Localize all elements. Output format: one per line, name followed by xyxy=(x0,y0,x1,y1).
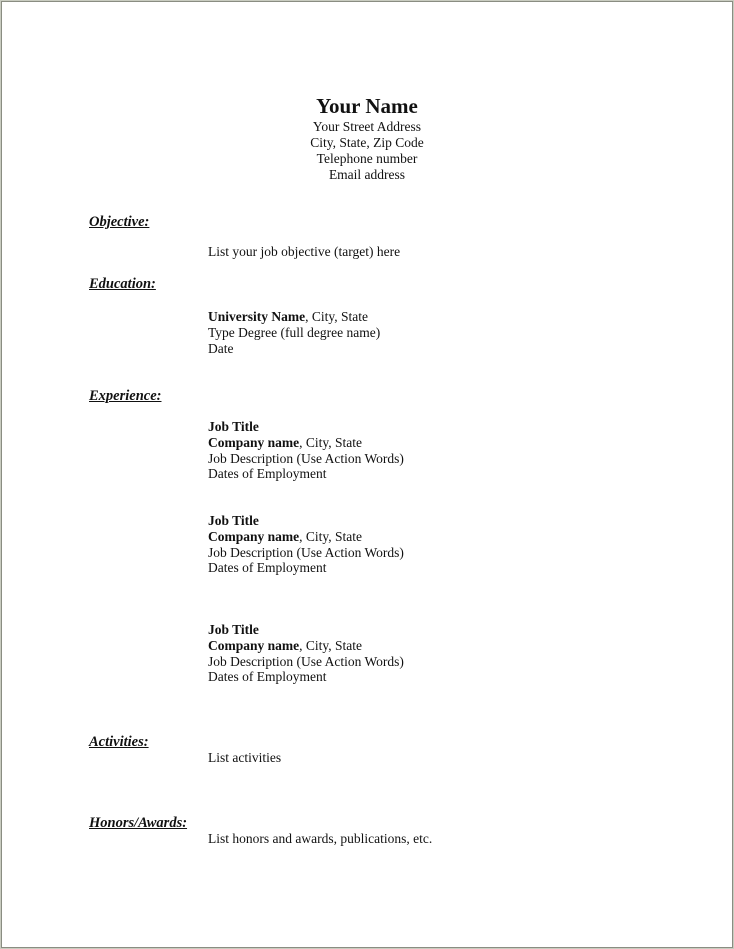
company-location: , City, State xyxy=(299,528,363,544)
resume-page xyxy=(1,1,733,948)
honors-heading: Honors/Awards: xyxy=(89,815,188,831)
company-name: Company name xyxy=(208,434,300,450)
resume-name: Your Name xyxy=(316,94,418,118)
university-name: University Name xyxy=(208,309,306,324)
job-entry xyxy=(208,622,404,685)
activities-heading: Activities: xyxy=(89,734,149,750)
experience-heading: Experience: xyxy=(89,388,162,404)
email-address: Email address xyxy=(328,167,406,182)
company-line xyxy=(208,435,404,451)
education-heading: Education: xyxy=(89,276,156,292)
company-location: , City, State xyxy=(299,637,363,653)
street-address: Your Street Address xyxy=(312,119,422,134)
objective-heading: Objective: xyxy=(89,214,150,230)
employment-dates: Dates of Employment xyxy=(208,669,327,685)
city-state-zip: City, State, Zip Code xyxy=(310,135,424,150)
job-description: Job Description (Use Action Words) xyxy=(208,653,404,669)
company-name: Company name xyxy=(208,637,300,653)
education-entry xyxy=(208,309,380,356)
job-title: Job Title xyxy=(208,419,259,434)
honors-text: List honors and awards, publications, etc. xyxy=(208,831,433,846)
activities-text: List activities xyxy=(208,750,282,765)
university-line xyxy=(208,309,380,325)
job-title: Job Title xyxy=(208,622,259,637)
job-description: Job Description (Use Action Words) xyxy=(208,450,404,466)
degree-line: Type Degree (full degree name) xyxy=(208,324,381,340)
objective-text: List your job objective (target) here xyxy=(208,244,401,259)
job-entry xyxy=(208,513,404,576)
company-name: Company name xyxy=(208,528,300,544)
company-line xyxy=(208,529,404,545)
university-location: , City, State xyxy=(305,309,368,324)
job-title: Job Title xyxy=(208,513,259,528)
job-description: Job Description (Use Action Words) xyxy=(208,544,404,560)
employment-dates: Dates of Employment xyxy=(208,560,327,576)
company-location: , City, State xyxy=(299,434,363,450)
job-entry xyxy=(208,419,404,482)
contact-block xyxy=(2,119,732,183)
education-date: Date xyxy=(208,340,234,356)
employment-dates: Dates of Employment xyxy=(208,466,327,482)
company-line xyxy=(208,638,404,654)
telephone-number: Telephone number xyxy=(316,151,418,166)
